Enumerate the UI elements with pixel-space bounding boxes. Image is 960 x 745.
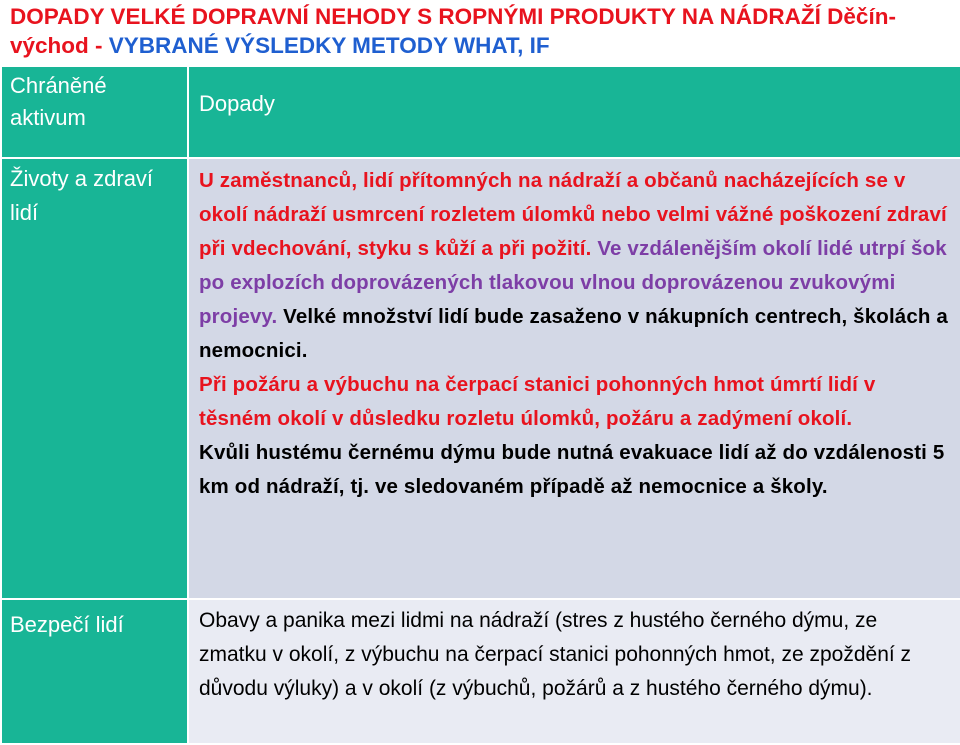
row-impacts-safety: Obavy a panika mezi lidmi na nádraží (stres z hustého černého dýmu, ze zmatku v okolí, z výbuchu na čerpací stanici pohonných hmot, ze zpoždění z důvodu výluky) a v okolí (z výbuchů, požárů a z hustého černého dýmu).	[188, 599, 960, 744]
table-row	[1, 599, 960, 744]
impact-text-red-1: U zaměstnanců, lidí přítomných na nádraží a občanů nacházejících se v okolí nádraží usmrcení rozletem úlomků nebo velmi vážné poškození zdraví při vdechování, styku s kůží a při požití.	[199, 169, 947, 260]
impact-text-black-1: Velké množství lidí bude zasaženo v nákupních centrech, školách a nemocnici.	[199, 305, 948, 362]
slide-title	[10, 2, 950, 60]
row-label-safety: Bezpečí lidí	[1, 599, 188, 744]
header-impacts: Dopady	[188, 66, 960, 158]
table-header-row	[1, 66, 960, 158]
row-label-life-health: Životy a zdraví lidí	[1, 158, 188, 599]
impact-table	[0, 65, 960, 745]
header-protected-asset: Chráněné aktivum	[1, 66, 188, 158]
table-row	[1, 158, 960, 599]
title-blue-part: VYBRANÉ VÝSLEDKY METODY WHAT, IF	[108, 33, 550, 58]
title-red-part: DOPADY VELKÉ DOPRAVNÍ NEHODY S ROPNÝMI PRODUKTY NA NÁDRAŽÍ Děčín-východ -	[10, 4, 896, 58]
impact-text-black-2: Kvůli hustému černému dýmu bude nutná evakuace lidí až do vzdálenosti 5 km od nádraží, tj. ve sledovaném případě až nemocnice a školy.	[199, 441, 945, 498]
row-impacts-life-health	[188, 158, 960, 599]
impact-text-red-2: Při požáru a výbuchu na čerpací stanici pohonných hmot úmrtí lidí v těsném okolí v důsledku rozletu úlomků, požáru a zadýmení okolí.	[199, 373, 876, 430]
impact-text-purple: Ve vzdálenějším okolí lidé utrpí šok po explozích doprovázených tlakovou vlnou doprovázenou zvukovými projevy.	[199, 237, 947, 328]
